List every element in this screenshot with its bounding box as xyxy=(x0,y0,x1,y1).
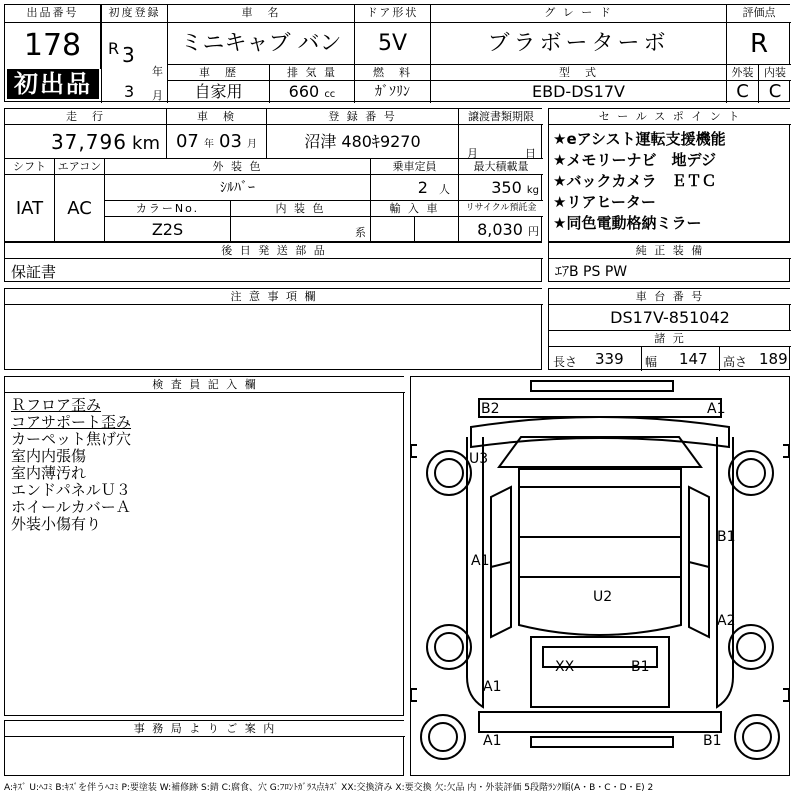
month: 3 xyxy=(124,82,135,101)
sales-point-item: ★リアヒーター xyxy=(553,193,656,211)
rear-bumper-lower xyxy=(531,737,673,747)
inspection-month: 03 xyxy=(219,131,242,152)
recycle-value: 8,030 xyxy=(477,220,523,239)
inspection-label: 車 検 xyxy=(167,109,267,125)
color-label: 外 装 色 xyxy=(105,159,371,175)
door: 5V xyxy=(355,23,431,65)
history: 自家用 xyxy=(168,81,270,103)
exterior-label: 外装 xyxy=(727,65,759,81)
wheel-front-left-inner xyxy=(435,459,463,487)
parts-value: 保証書 xyxy=(11,263,57,281)
wheel-spare-right xyxy=(735,715,779,759)
era: R xyxy=(108,39,120,58)
inspector-label: 検 査 員 記 入 欄 xyxy=(5,377,405,393)
parts-label: 後 日 発 送 部 品 xyxy=(5,243,543,259)
rear-bumper xyxy=(479,712,721,732)
front-bumper xyxy=(531,381,673,391)
notes-label: 注 意 事 項 欄 xyxy=(5,289,543,305)
fuel: ｶﾞｿﾘﾝ xyxy=(355,81,431,103)
displacement-label: 排 気 量 xyxy=(270,65,355,81)
mark-u2: U2 xyxy=(593,589,613,605)
equipment-value: ｴｱB PS PW xyxy=(555,264,628,280)
inspection-year: 07 xyxy=(175,131,199,152)
mark-a1-bottom: A1 xyxy=(483,733,502,749)
chassis-label: 車 台 番 号 xyxy=(549,289,791,305)
spec-block xyxy=(4,108,542,242)
model-label: 型 式 xyxy=(431,65,727,81)
inspector-lines xyxy=(11,397,131,533)
transfer-month-unit: 月 xyxy=(467,147,478,159)
length-value: 339 xyxy=(595,350,624,368)
mark-b2: B2 xyxy=(481,401,500,417)
ac: AC xyxy=(55,175,105,243)
inspector-line: エンドパネルＵ３ xyxy=(11,481,131,499)
office-block xyxy=(4,720,404,776)
era-year: 3 xyxy=(122,43,135,67)
load-unit: kg xyxy=(526,185,539,196)
car-name: ミニキャブ バン xyxy=(168,23,355,65)
interior-color-label: 内 装 色 xyxy=(231,201,371,217)
legend: A:ｷｽﾞ U:ﾍｺﾐ B:ｷｽﾞを伴うﾍｺﾐ P:要塗装 W:補修跡 S:錆 C:腐食、穴 G:ﾌﾛﾝﾄｶﾞﾗｽ点ｷｽﾞ XX:交換済み X:要交換 欠:欠品 内・外装評価 5段階ﾗﾝｸ順(A・B・C・D・E) 2 xyxy=(4,783,654,793)
year-unit: 年 xyxy=(152,65,163,78)
mark-a1-rear: A1 xyxy=(483,679,502,695)
inspection-month-unit: 月 xyxy=(247,139,258,150)
model: EBD-DS17V xyxy=(431,81,727,103)
mirror-left xyxy=(411,445,417,457)
mileage-unit: km xyxy=(132,133,160,154)
car-diagram xyxy=(410,376,790,776)
inspector-line: 外装小傷有り xyxy=(11,515,102,533)
mileage xyxy=(5,125,167,159)
sales-points-label: セ ー ル ス ポ イ ン ト xyxy=(549,109,791,125)
equipment-block xyxy=(548,242,790,282)
equipment-label: 純 正 装 備 xyxy=(549,243,791,259)
header-block xyxy=(4,4,790,102)
interior-color-unit: 系 xyxy=(355,226,366,239)
lot-number: 178 xyxy=(5,23,101,69)
plate-label: 登 録 番 号 xyxy=(267,109,459,125)
roof-lines xyxy=(519,487,681,577)
inspector-line: 室内内張傷 xyxy=(11,447,87,465)
sales-point-item: ★eアシスト運転支援機能 xyxy=(553,130,726,148)
inspection-year-unit: 年 xyxy=(203,139,214,150)
wheel-front-right-inner xyxy=(737,459,765,487)
mileage-value: 37,796 xyxy=(50,130,127,154)
load-label: 最大積載量 xyxy=(459,159,543,175)
plate: 沼津 480ｷ9270 xyxy=(267,125,459,159)
transfer-label: 譲渡書類期限 xyxy=(459,109,543,125)
mark-b1-bottom: B1 xyxy=(703,733,722,749)
hood-outline xyxy=(471,417,729,447)
wheel-rear-left xyxy=(427,625,471,669)
mark-a1-left: A1 xyxy=(471,553,490,569)
transfer-day-unit: 日 xyxy=(525,147,536,159)
inspector-block xyxy=(4,376,404,716)
right-doors xyxy=(689,487,709,637)
ac-label: エアコン xyxy=(55,159,105,175)
displacement-value: 660 xyxy=(288,82,320,101)
capacity-value: 2 xyxy=(417,178,428,197)
front-panel xyxy=(479,399,721,417)
sales-point-item: ★メモリーナビ 地デジ xyxy=(553,151,717,169)
interior-label: 内装 xyxy=(759,65,791,81)
wheel-rear-left-inner xyxy=(435,633,463,661)
sales-points-list xyxy=(553,129,789,234)
import-label: 輸 入 車 xyxy=(371,201,459,217)
score-label: 評価点 xyxy=(727,5,791,23)
height-value: 189 xyxy=(759,350,788,368)
width-value: 147 xyxy=(679,350,708,368)
wheel-rear-right xyxy=(729,625,773,669)
parts-block xyxy=(4,242,542,282)
month-unit: 月 xyxy=(152,89,163,102)
recycle-unit: 円 xyxy=(528,225,539,238)
inspection xyxy=(167,125,267,159)
mileage-label: 走 行 xyxy=(5,109,167,125)
mark-a2: A2 xyxy=(717,613,736,629)
load xyxy=(459,175,543,201)
notes-block xyxy=(4,288,542,370)
wheel-front-right xyxy=(729,451,773,495)
first-registration-label: 初度登録 xyxy=(102,5,168,23)
door-label: ドア形状 xyxy=(355,5,431,23)
shift-label: シフト xyxy=(5,159,55,175)
height-label: 高さ xyxy=(723,355,748,369)
chassis-block xyxy=(548,288,790,370)
import-2 xyxy=(415,217,459,243)
displacement xyxy=(270,81,355,103)
car-diagram-svg xyxy=(411,377,789,775)
roof xyxy=(519,469,681,635)
mirror-right-rear xyxy=(783,689,789,701)
first-listing-badge: 初出品 xyxy=(7,69,99,99)
sales-point-item: ★同色電動格納ミラー xyxy=(553,214,702,232)
width-label: 幅 xyxy=(645,355,658,369)
load-value: 350 xyxy=(491,178,522,197)
inspector-line: コアサポート歪み xyxy=(11,413,132,431)
displacement-unit: cc xyxy=(324,89,336,100)
inspector-line: ホイールカバーＡ xyxy=(11,498,131,516)
grade-label: グ レ ー ド xyxy=(431,5,727,23)
mark-a1-front: A1 xyxy=(707,401,726,417)
inspector-line: カーペット焦げ穴 xyxy=(11,430,132,448)
chassis-number: DS17V-851042 xyxy=(549,305,791,331)
inspector-line: Ｒフロア歪み xyxy=(11,396,102,414)
capacity-label: 乗車定員 xyxy=(371,159,459,175)
wheel-front-left xyxy=(427,451,471,495)
wheel-rear-right-inner xyxy=(737,633,765,661)
dims-label: 諸 元 xyxy=(549,331,791,347)
wheel-spare-right-inner xyxy=(743,723,771,751)
lot-number-label: 出品番号 xyxy=(5,5,101,23)
fuel-label: 燃 料 xyxy=(355,65,431,81)
first-registration xyxy=(102,23,168,103)
color: ｼﾙﾊﾞｰ xyxy=(105,175,371,201)
interior-grade: C xyxy=(768,81,782,102)
mark-b1-right: B1 xyxy=(717,529,736,545)
recycle-label: リサイクル預託金 xyxy=(459,201,543,217)
recycle xyxy=(459,217,543,243)
car-name-label: 車 名 xyxy=(168,5,355,23)
mark-u3: U3 xyxy=(469,451,489,467)
color-no: Z2S xyxy=(105,217,231,243)
body-right-side xyxy=(717,437,736,707)
capacity-unit: 人 xyxy=(439,183,450,196)
grade: ブラボーターボ xyxy=(431,23,727,65)
exterior-grade: C xyxy=(727,81,759,103)
capacity xyxy=(371,175,459,201)
import xyxy=(371,217,415,243)
mark-b1-rear: B1 xyxy=(631,659,650,675)
mark-xx: XX xyxy=(555,659,575,675)
color-no-label: カラーNo. xyxy=(105,201,231,217)
history-label: 車 歴 xyxy=(168,65,270,81)
shift: IAT xyxy=(5,175,55,243)
length-label: 長さ xyxy=(553,355,578,369)
sales-point-item: ★バックカメラ ＥＴＣ xyxy=(553,172,717,190)
score: R xyxy=(727,23,791,65)
transfer xyxy=(459,125,543,159)
mirror-right xyxy=(783,445,789,457)
body-left-side xyxy=(467,437,483,707)
dims-values xyxy=(549,347,791,371)
mirror-left-rear xyxy=(411,689,417,701)
office-label: 事 務 局 よ り ご 案 内 xyxy=(5,721,405,737)
interior-color xyxy=(231,217,371,243)
wheel-spare-left-inner xyxy=(429,723,457,751)
inspector-line: 室内薄汚れ xyxy=(11,464,87,482)
left-doors xyxy=(491,487,511,637)
sales-points xyxy=(548,108,790,242)
wheel-spare-left xyxy=(421,715,465,759)
